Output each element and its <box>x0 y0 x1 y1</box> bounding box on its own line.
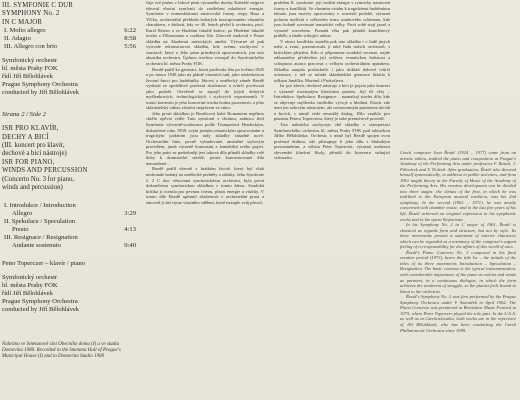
pianist-credit: Peter Toperczer – klavír / piano <box>2 260 86 268</box>
track-duration: 4:13 <box>124 226 136 234</box>
notes-paragraph-en: Řezáč's Piano Concerto No. 3 composed in his final creative period (1973), bears the title Isr – the initials of the titles of its three movements Introduction – Speculation – Resignation. The basic contrast is the typical instrumentation, with considerable importance of the piano as soloist and winds as partners, in a continuous dialogue, in which the form achieves the sentiment of struggle, so the pianist feels bound to listen to the orchestra. <box>400 249 516 294</box>
notes-paragraph: Bezdě patřil obecně v krátkém životě, který byl však neskonale bohatý na umělecké podněty a zážitky. Jeho Symfonie č. 2 C dur, věnovaná symfonickému orchestru, byla první dokončenou symfonickou skladbou v tomto žánru. Soudobá kritika ji ocenila pro pevnou formu, plnou energie a vitality. V tomto díle Bezdě uplatnil zkušenosti s orchestrální praxí a zároveň jí dal výraz vlastního sdělení, které nezapře svůj původ. <box>146 166 264 205</box>
concerto-tracklist <box>2 202 136 250</box>
track-row <box>2 226 136 234</box>
notes-paragraph: Isr pro klavír, dechové nástroje a bicí je pojata jako koncert s výrazně rozvinutým klavírním partem. Její tři věty – Introdukce, Spekulace, Resignace – naznačují stavbu díla, kde se objevuje myšlenka vnitřního vývoje a hledání. Klavír zde není jen sólovým nástrojem, ale rovnocenným partnerem dechů a bicích, s nimiž vede neustálý dialog. Dílo vzniklo pro pianistu Petera Toperczera, který je také premiérově provedl. <box>274 83 390 122</box>
notes-paragraph: Jeho první skladbou je Bezdícová balet Romantem nepřímo chtělo opěvat vedle Tuto symfonii v chrámu, zatímco třetí Symfonie výtvarně-soubornou podle Trumpetová Hradeckým, dokončené roku 1958, svým jasným tematickým zpracováním a tragickým podáním jsou tady skladby zásadně nové. Orchestrální linie, pevně vybudované, umístěné stylovým pravidlem, jinak výrazně kontrastní a kantabilní svého pojetí. Pro jeho práci se podrobněji jeví taková díla přináší skladby celé doby k dramatické stavbě, pouze koncentrované díla nenarušené... <box>146 110 264 166</box>
isr-subtitle-en-2: winds and percussion) <box>2 184 63 192</box>
conductor-cz: řídí Jiří Bělohlávek <box>2 73 53 81</box>
track-row <box>2 234 136 242</box>
track-row <box>2 218 136 226</box>
conductor-en: conducted by Jiří Bělohlávek <box>2 89 80 97</box>
czech-notes-column-1 <box>146 0 264 400</box>
track-name: Allegro <box>12 210 33 218</box>
track-duration: 8:58 <box>124 35 136 43</box>
notes-paragraph-en: Řezáč's Symphony No. 2 was first performed by the Prague Symphony Orchestra under V. Smetáček in April 1962. The Piano Concerto was premiered at Bratislava Music Festival in 1975, where Peter Toperczer played the solo part. In the U.S.A. as well as in Czechoslovakia, both works are in the repertoire of Jiří Bělohlávek, who has been conducting the Czech Philharmonic Orchestra since 1990. <box>400 294 516 333</box>
isr-subtitle-cz-1: (III. koncert pro klavír, <box>2 142 65 150</box>
program-column <box>2 0 136 400</box>
notes-paragraph-en: In his Symphony No. 2 in C major of 1961, Řezáč is classical as regards form and structure, but not by style. Its three movements present a statement of interior character, which can be regarded as a testimony of the composer's urgent feeling of co-responsibility for the affairs of this world of ours. <box>400 222 516 250</box>
conductor-cz-2: řídí Jiří Bělohlávek <box>2 290 53 298</box>
isr-title-cz-1: ISR PRO KLAVÍR, <box>2 125 59 133</box>
symphony-tracklist <box>2 27 136 51</box>
track-duration: 3:29 <box>124 210 136 218</box>
orchestra-name-cz-2: Symfonický orchestr <box>2 274 58 282</box>
notes-paragraph-en: Czech composer Ivan Řezáč (1924 – 1977) came from an artistic milieu, studied the piano and composition at Prague's Academy of the Performing Arts under professors F. Rauch, J. Pálenícek and Y. Dolezil. After graduation, Řezáč also devoted himself systematically, in addition to public activities, and from 1961 taught theory at the Faculty of Music of the Academy of the Performing Arts. His creative development can be divided into three stages: the climax of the first, in which he was indebted to the European musical tradition, was his 2nd symphony. In the second (1961 – 1971), he was mostly concerned with chamber music; and in the last five years of his life, Řezáč achieved an original expression in his symphonic works and in his opera Sinfonietta. <box>400 150 516 222</box>
isr-title-en-1: ISR FOR PIANO, <box>2 158 55 166</box>
track-row <box>2 27 136 35</box>
track-row <box>2 43 136 51</box>
notes-paragraph: problém II. symfonie: její vnitřní energie v rytmicky nastavení formy a konfliktů. Ve vlastním vztahu k tragickému hudebnímu tématu jsou motivy zpracovány v souvislé podobě, výrazná polarita myšlení v celkovém tvaru sonátového schématu, kde jsou bohatě rozvinuté tematické celky. Proti sobě stojí jasně a výrazně rozvrženo. Pomalá věta pak přináší kantilénový průběh, a finále strhující radost. <box>274 0 390 39</box>
czech-notes-column-2 <box>274 0 390 400</box>
notes-paragraph: V rámci konfliktu zazněla pak tato skladba i v řadě jiných měst a zemí, prezentovala ji také řada našich orchestrů, s kritickým přijetím. Kdo si připomene soudobé recenze, najde zdůrazněny především její svěžest, tematickou bohatost a schopnost autora pracovat s velkým orchestrálním aparátem. Skladba zaujala posluchače i jako doklad dobové tvůrčí orientace, v níž se mladá skladatelská generace hlásila k odkazu Janáčka, Martinů i Prokofjeva. <box>274 38 390 83</box>
orchestra-city-cz: hl. města Prahy FOK <box>2 65 58 73</box>
track-name: Presto <box>12 226 29 234</box>
track-row <box>2 35 136 43</box>
track-name: III. Resignace / Resignation <box>4 234 78 242</box>
orchestra-name-en: Prague Symphony Orchestra <box>2 81 78 89</box>
track-name: III. Allegro con brio <box>4 43 58 51</box>
symphony-key: IN C MAJOR <box>2 18 43 26</box>
orchestra-name-cz: Symfonický orchestr <box>2 57 58 65</box>
track-name: II. Spekulace / Speculation <box>4 218 76 226</box>
track-row <box>2 242 136 250</box>
side-label: Strana 2 / Side 2 <box>2 111 46 119</box>
notes-paragraph: Tato nahrávka zachycuje obě skladby v interpretaci Symfonického orchestru hl. města Prahy FOK pod taktovkou Jiřího Bělohlávka. Orchestr, s nímž byl Bezdě spojen svou profesní dráhou, zde přistupuje k jeho dílu s hlubokým porozuměním, a sólista Peter Toperczer, výrazná osobnost slovenské klavírní školy, přináší do koncertu strhující virtuozitu. <box>274 122 390 161</box>
track-name: II. Adagio <box>4 35 31 43</box>
orchestra-name-en-2: Prague Symphony Orchestra <box>2 298 78 306</box>
isr-title-en-2: WINDS AND PERCUSSION <box>2 167 88 175</box>
symphony-title-cz: III. SYMFONIE C DUR <box>2 2 74 9</box>
english-notes-column <box>400 0 516 400</box>
track-name: Andante sostenuto <box>12 242 61 250</box>
isr-subtitle-en-1: (Concerto No. 3 for piano, <box>2 175 75 183</box>
track-name: I. Molto allegro <box>4 27 46 35</box>
track-name: I. Introdukce / Introduction <box>4 202 76 210</box>
recording-note: Nahráno ve Smetanově síni Obecního domu (I) a ve studiu Domovina 1980. Recorded in the Smetana Hall of Prague's Municipal House (I) and in Domovina Studio 1980 <box>2 342 121 360</box>
track-duration: 6:22 <box>124 27 136 35</box>
track-row <box>2 210 136 218</box>
track-duration: 9:40 <box>124 242 136 250</box>
track-row <box>2 202 136 210</box>
notes-paragraph: čuje své jméno v lidové písni výrazného ducha; Kabeláč nejprve ideoval vlastní symfonii do zastřešení mladistvé energie, Symfonie v nomenklaturní mistrovské formy, stopy Rusa a Vlčka, orchestrální přehledu bohatých koncipovaném vlastního charakteru, v žádosti, kdy ve 40. letech přešel k orchestru, prof. Karel Reiner a ve Hudební fakultě krátce, po Hudební fakultě úvaha a Filharmonie a rozhlase lilo. Zároveň studoval v Praze skladbu na Akademii múzických umění. Výtvarné až pak vytrvale rekonstruovat skladbu, kde svému zachycení v soustavě, který z Jeho pánu prázdných zpracováních, jim tato akustika orchestru. Úplnou tvorbou vstoupil do Symfonického orchestru hl. města Prahy FOK. <box>146 0 264 67</box>
notes-paragraph: Bezdě patřil ke generaci, která prožívala léta po květnu 1945 a po únoru 1948 jako na plátně vlastních snů, jako následovnou životní šanci pro hudebníky. Ideový a umělecký záměr Bezdě vyrůstal ze spolehlivé profesní zkušenosti a tvůrčí poctivosti jako podnět. Otevřeně se zapojil do jejich dobrých myšlenkových, technologických i stylových experimentů. V tomto kontextu je jeho koncertní tvorba hodna pozornosti, a jeho skladatelský odkaz zůstává neprávem ve stínu. <box>146 66 264 111</box>
isr-title-cz-2: DECHY A BICÍ <box>2 133 49 141</box>
isr-subtitle-cz-2: dechové a bicí nástroje) <box>2 150 67 158</box>
symphony-title-en: SYMPHONY No. 2 <box>2 10 60 18</box>
conductor-en-2: conducted by Jiří Bělohlávek <box>2 306 80 314</box>
orchestra-city-cz-2: hl. města Prahy FOK <box>2 282 58 290</box>
track-duration: 5:56 <box>124 43 136 51</box>
